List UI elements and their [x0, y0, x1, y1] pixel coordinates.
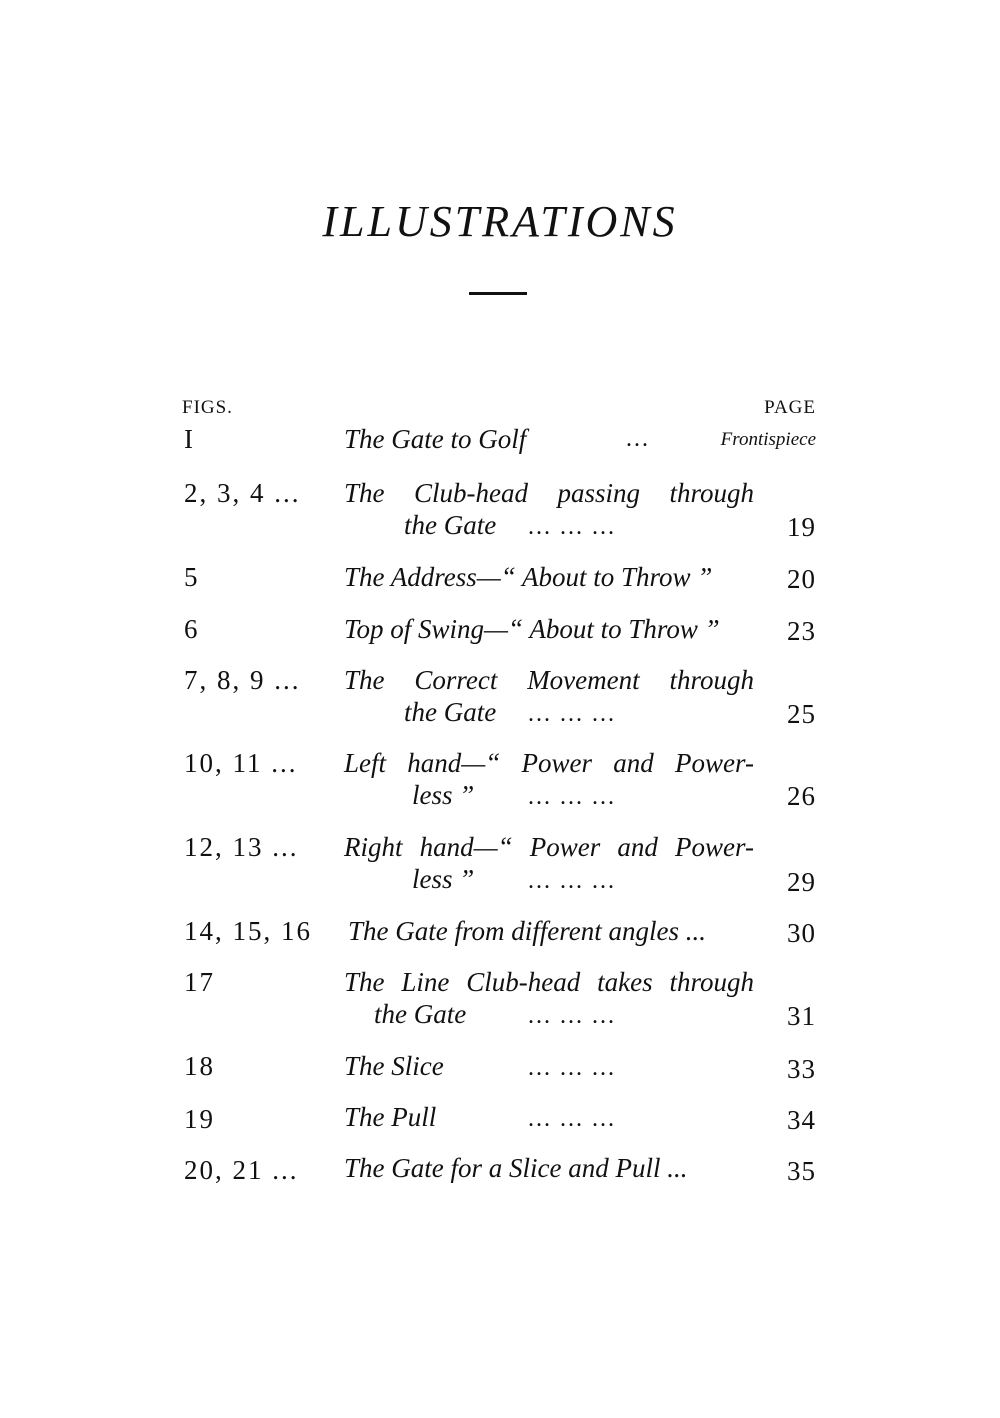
page-number: 20: [787, 564, 816, 594]
illustration-title: The Line Club-head takes through: [344, 967, 754, 997]
fig-number: 6: [184, 614, 200, 644]
fig-number: 14, 15, 16: [184, 916, 312, 946]
page-number: 33: [787, 1054, 816, 1084]
page-number: 23: [787, 616, 816, 646]
page-column-header: PAGE: [764, 397, 816, 418]
dot-leaders: ... ... ...: [528, 1106, 616, 1132]
fig-number: 20, 21 ...: [184, 1155, 299, 1185]
page-number: 34: [787, 1105, 816, 1135]
fig-number: 17: [184, 967, 215, 997]
page-number: 35: [787, 1156, 816, 1186]
fig-number: 10, 11 ...: [184, 748, 298, 778]
page-number: Frontispiece: [720, 429, 816, 450]
illustration-title-continued: less ”: [412, 780, 475, 810]
dot-leaders: ...: [626, 426, 650, 452]
fig-number: 7, 8, 9 ...: [184, 665, 301, 695]
illustration-title: Right hand—“ Power and Power-: [344, 832, 754, 862]
page-number: 26: [787, 781, 816, 811]
illustration-title-continued: the Gate: [374, 999, 467, 1029]
illustration-title: Top of Swing—“ About to Throw ”: [344, 614, 720, 644]
fig-number: 18: [184, 1051, 215, 1081]
illustration-title: The Correct Movement through: [344, 665, 754, 695]
fig-number: 5: [184, 562, 200, 592]
page-number: 29: [787, 867, 816, 897]
dot-leaders: ... ... ...: [528, 701, 616, 727]
illustration-title: The Club-head passing through: [344, 478, 754, 508]
illustration-title-continued: the Gate: [404, 697, 497, 727]
figs-column-header: FIGS.: [182, 397, 233, 418]
fig-number: 2, 3, 4 ...: [184, 478, 301, 508]
fig-number: 19: [184, 1104, 215, 1134]
dot-leaders: ... ... ...: [528, 1003, 616, 1029]
page-title: ILLUSTRATIONS: [322, 197, 678, 246]
illustration-title: The Gate for a Slice and Pull ...: [344, 1153, 688, 1183]
dot-leaders: ... ... ...: [528, 868, 616, 894]
dot-leaders: ... ... ...: [528, 784, 616, 810]
illustration-title: The Gate to Golf: [344, 424, 527, 454]
page-number: 19: [787, 512, 816, 542]
fig-number: I: [184, 424, 195, 454]
illustration-title: Left hand—“ Power and Power-: [344, 748, 754, 778]
illustration-title-continued: the Gate: [404, 510, 497, 540]
dot-leaders: ... ... ...: [528, 1055, 616, 1081]
title-rule: [469, 292, 527, 295]
illustration-title: The Gate from different angles ...: [348, 916, 706, 946]
page-number: 30: [787, 918, 816, 948]
illustration-title: The Pull: [344, 1102, 437, 1132]
page-number: 31: [787, 1001, 816, 1031]
page-number: 25: [787, 699, 816, 729]
illustration-title-continued: less ”: [412, 864, 475, 894]
dot-leaders: ... ... ...: [528, 514, 616, 540]
illustration-title: The Address—“ About to Throw ”: [344, 562, 713, 592]
illustration-title: The Slice: [344, 1051, 444, 1081]
fig-number: 12, 13 ...: [184, 832, 299, 862]
